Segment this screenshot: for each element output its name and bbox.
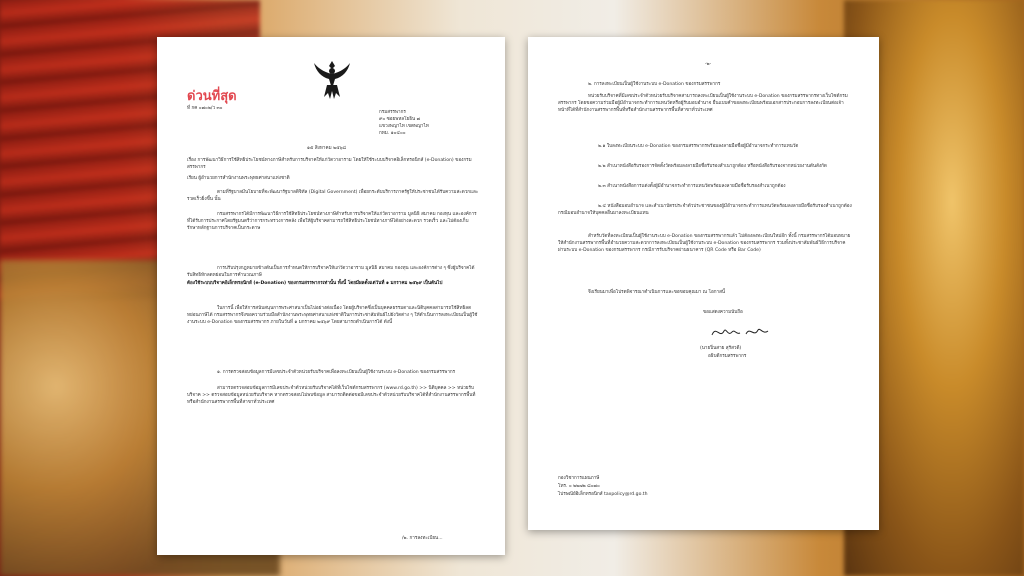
paragraph-3: การปรับปรุงกฎหมายข้างต้นเป็นการกำหนดให้การบริจาคให้แก่วัดวาอาราม มูลนิธิ สมาคม กองทุน และองค์การต่าง ๆ ซึ่งผู้บริจาคได้รับสิทธิหักลดหย่อนในการคำนวณภาษี: [187, 266, 475, 278]
signer-name: (นายปิ่นสาย สุรัสวดี): [700, 346, 742, 351]
letter-page-2: [528, 37, 879, 530]
paragraph-3-emphasis: ต้องใช้ระบบบริจาคอิเล็กทรอนิกส์ (e-Donation) ของกรมสรรพากรเท่านั้น ทั้งนี้ โดยมีผลตั้งแต่วันที่ ๑ มกราคม ๒๕๖๙ เป็นต้นไป: [187, 281, 443, 286]
item-1-heading: ๑. การตรวจสอบข้อมูลการมีเลขประจำตัวหน่วยรับบริจาคเพื่อลงทะเบียนเป็นผู้ใช้งานระบบ e-Donation ของกรมสรรพากร: [217, 370, 456, 375]
sender-address: กรมสรรพากร ๙๐ ซอยพหลโยธิน ๗ แขวงพญาไท เขตพญาไท กทม. ๑๐๔๐๐: [379, 110, 429, 136]
paragraph-1: ตามที่รัฐบาลมีนโยบายที่จะพัฒนารัฐบาลดิจิทัล (Digital Government) เพื่อยกระดับบริการภาครัฐให้ประชาชนได้รับความสะดวกและรวดเร็วยิ่งขึ้น นั้น: [187, 190, 479, 202]
item-2-3: ๒.๓ สำเนาหนังสือการแต่งตั้งผู้มีอำนาจกระทำการแทนวัดพร้อมลงลายมือชื่อรับรองสำเนาถูกต้อง: [598, 184, 786, 189]
document-number: ที่ กค ๐๗๐๒/ว ๓๐: [187, 106, 223, 111]
signature-icon: [710, 323, 770, 341]
urgency-stamp: ด่วนที่สุด: [187, 89, 237, 104]
item-2-detail: หน่วยรับบริจาคที่มีเลขประจำตัวหน่วยรับบริจาคสามารถลงทะเบียนเป็นผู้ใช้งานระบบ e-Donation ของกรมสรรพากรทางเว็บไซต์กรมสรรพากร โดยขอความร่วมมือผู้มีอำนาจกระทำการแทนวัดหรือผู้รับมอบอำนาจ ยื่นแบบคำขอลงทะเบียนพร้อมเอกสารประกอบการลงทะเบียนต่อเจ้าหน้าที่ได้ที่สำนักงานสรรพากรพื้นที่หรือสำนักงานสรรพากรพื้นที่สาขาทั่วประเทศ: [558, 94, 848, 113]
paragraph-2: กรมสรรพากรได้มีการพัฒนาวิธีการใช้สิทธิประโยชน์ทางภาษีสำหรับการบริจาคให้แก่วัดวาอาราม มูลนิธิ สมาคม กองทุน และองค์การที่ได้รับการประกาศโดยรัฐมนตรีว่าการกระทรวงการคลัง เพื่อให้ผู้บริจาคสามารถใช้สิทธิประโยชน์ทางภาษีได้อย่างสะดวก รวดเร็ว และไม่ต้องเก็บรักษาหลักฐานการบริจาคเป็นกระดาษ: [187, 212, 477, 231]
item-2-4: ๒.๔ หนังสือมอบอำนาจ และสำเนาบัตรประจำตัวประชาชนของผู้มีอำนาจกระทำการแทนวัดพร้อมลงลายมือชื่อรับรองสำเนาถูกต้อง กรณีมอบอำนาจให้บุคคลอื่นมาลงทะเบียนแทน: [558, 204, 852, 216]
subject-line: เรื่อง การพัฒนาวิธีการใช้สิทธิประโยชน์ทางภาษีสำหรับการบริจาคให้แก่วัดวาอาราม โดยให้ใช้ระบบบริจาคอิเล็กทรอนิกส์ (e-Donation) ของกรมสรรพากร: [187, 158, 472, 170]
paragraph-note: สำหรับวัดที่ลงทะเบียนเป็นผู้ใช้งานระบบ e-Donation ของกรมสรรพากรแล้ว ไม่ต้องลงทะเบียนใหม่อีก ทั้งนี้ กรมสรรพากรได้มอบหมายให้สำนักงานสรรพากรพื้นที่อำนวยความสะดวกการลงทะเบียนเป็นผู้ใช้งานระบบ e-Donation ของกรมสรรพากร รวมทั้งประชาสัมพันธ์วิธีการบริจาคผ่านระบบ e-Donation ของกรมสรรพากร กรณีการรับบริจาคผ่านธนาคาร (QR Code หรือ Bar Code): [558, 234, 851, 253]
item-1-detail: สามารถตรวจสอบข้อมูลการมีเลขประจำตัวหน่วยรับบริจาคได้ที่เว็บไซต์กรมสรรพากร (www.rd.go.th) >> นิติบุคคล >> หน่วยรับบริจาค >> ตรวจสอบข้อมูลหน่วยรับบริจาค หากตรวจสอบไม่พบข้อมูล สามารถติดต่อขอมีเลขประจำตัวหน่วยรับบริจาคได้ที่สำนักงานสรรพากรพื้นที่หรือสำนักงานสรรพากรพื้นที่สาขาทั่วประเทศ: [187, 386, 476, 405]
recipient-line: เรียน ผู้อำนวยการสำนักงานพระพุทธศาสนาแห่งชาติ: [187, 176, 290, 181]
continuation-note: /๒. การลงทะเบียน...: [402, 536, 443, 541]
closing-line: จึงเรียนมาเพื่อโปรดพิจารณาดำเนินการและขอขอบคุณมา ณ โอกาสนี้: [588, 290, 726, 295]
garuda-emblem-icon: [313, 59, 351, 103]
letter-page-1: [157, 37, 505, 555]
footer-email: ไปรษณีย์อิเล็กทรอนิกส์ taxpolicy@rd.go.th: [558, 492, 648, 497]
footer-office: กองวิชาการแผนภาษี: [558, 476, 600, 481]
item-2-heading: ๒. การลงทะเบียนเป็นผู้ใช้งานระบบ e-Donation ของกรมสรรพากร: [588, 82, 721, 87]
item-2-1: ๒.๑ ใบลงทะเบียนระบบ e-Donation ของกรมสรรพากรพร้อมลงลายมือชื่อผู้มีอำนาจกระทำการแทนวัด: [598, 144, 799, 149]
signer-title: อธิบดีกรมสรรพากร: [708, 354, 747, 359]
document-date: ๑๕ สิงหาคม ๒๕๖๘: [307, 146, 347, 151]
regards-line: ขอแสดงความนับถือ: [703, 310, 743, 315]
item-2-2: ๒.๒ สำเนาหนังสือรับรองการจัดตั้งวัดพร้อมลงลายมือชื่อรับรองสำเนาถูกต้อง หรือหนังสือรับรองจากหน่วยงานต้นสังกัด: [598, 164, 827, 169]
page-number: -๒-: [704, 62, 712, 67]
paragraph-4: ในการนี้ เพื่อให้การสนับสนุนการพระศาสนาเป็นไปอย่างต่อเนื่อง โดยผู้บริจาคซึ่งเป็นบุคคลธรรมดาและนิติบุคคลสามารถใช้สิทธิลดหย่อนภาษีได้ กรมสรรพากรจึงขอความร่วมมือสำนักงานพระพุทธศาสนาแห่งชาติในการประชาสัมพันธ์ไปยังวัดต่าง ๆ ให้ดำเนินการลงทะเบียนเป็นผู้ใช้งานระบบ e-Donation ของกรมสรรพากร ภายในวันที่ ๑ มกราคม ๒๕๖๙ โดยสามารถดำเนินการได้ ดังนี้: [187, 306, 478, 325]
footer-phone: โทร. ๐ ๒๒๗๒ ๘๐๗๐: [558, 484, 600, 489]
